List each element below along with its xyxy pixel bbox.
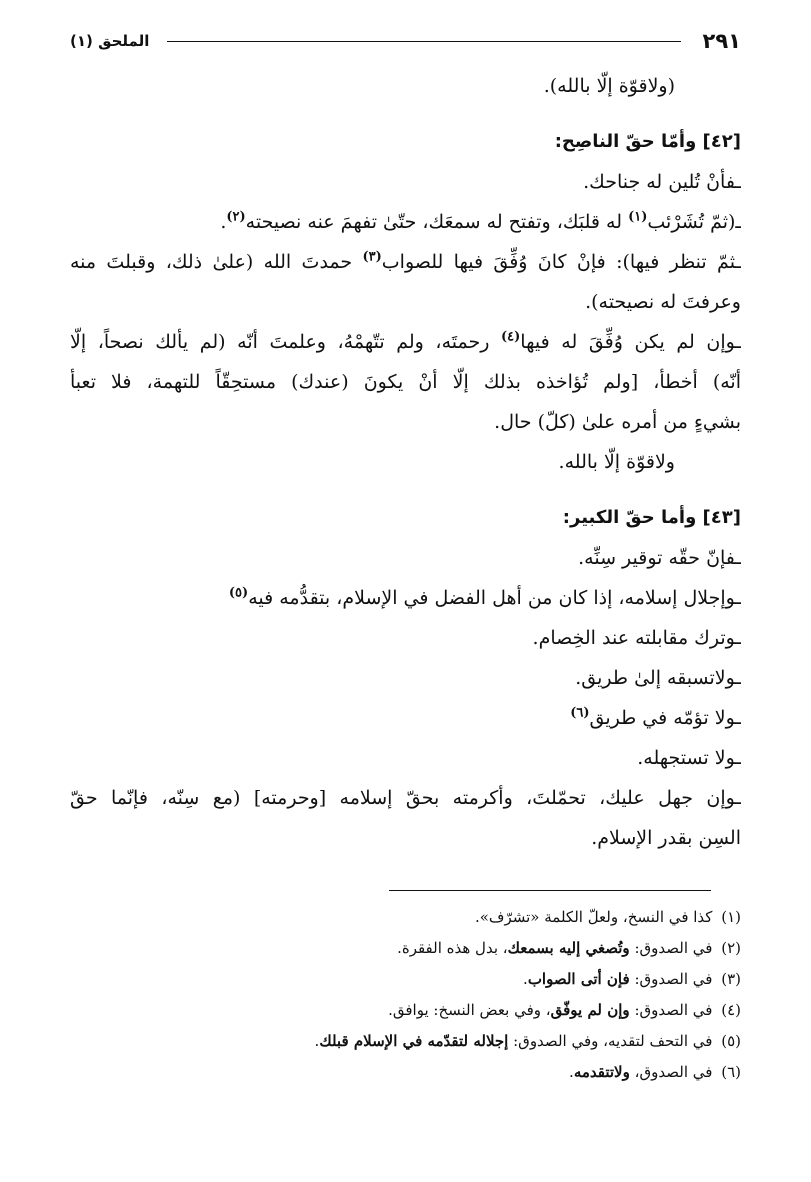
- footnote-text-after: ، بدل هذه الفقرة.: [397, 939, 508, 957]
- text-run: ـثمّ تنظر فيها): فإنْ كانَ وُفِّقَ فيها للصواب: [381, 251, 741, 273]
- text-run: رحمتَه، ولم تتّهمْهُ، وعلمتَ أنّه (لم يألك نصحاً، إلّا: [70, 331, 490, 353]
- text-line: ـوإن جهل عليك، تحمّلتَ، وأكرمته بحقّ إسلامه [وحرمته] (مع سِنّه، فإنّما حقّ: [70, 787, 741, 809]
- footnote-quote: وإن لم يوفّق: [550, 1001, 630, 1019]
- text-line: (ولاقوّة إلّا بالله).: [543, 75, 675, 97]
- text-line: السِن بقدر الإسلام.: [591, 827, 741, 849]
- text-line: بشيءٍ من أمره علىٰ (كلّ) حال.: [494, 411, 741, 433]
- section-gap: [70, 482, 741, 498]
- page-header: [70, 26, 741, 56]
- footnote-text: في الصدوق:: [634, 970, 713, 988]
- footnote-quote: وتُصغي إليه بسمعك: [507, 939, 630, 957]
- footnote-4: [70, 995, 741, 1026]
- text-run: ـوإن لم يكن وُفِّقَ له فيها: [520, 331, 741, 353]
- footnote-ref[interactable]: (١): [628, 209, 648, 225]
- text-line: أنّه) أخطأ، [ولم تُؤاخذه بذلك إلّا أنْ يكونَ (عندك) مستحِقّاً للتهمة، فلا تعبأ: [70, 371, 741, 393]
- section-gap: [70, 106, 741, 122]
- text-run: .: [220, 211, 227, 233]
- text-run: ـوإجلال إسلامه، إذا كان من أهل الفضل في الإسلام، بتقدُّمه فيه: [248, 587, 741, 609]
- text-line: [70, 322, 741, 362]
- text-line: [70, 698, 741, 738]
- text-line: ـوترك مقابلته عند الخِصام.: [532, 627, 741, 649]
- footnote-2: [70, 933, 741, 964]
- footnote-number: (٥): [721, 1032, 741, 1050]
- footnote-text-after: .: [314, 1032, 320, 1050]
- footnote-text-after: ، وفي بعض النسخ: يوافق.: [388, 1001, 551, 1019]
- footnote-1: [70, 902, 741, 933]
- footnote-ref[interactable]: (٥): [228, 585, 249, 601]
- footnotes: [70, 902, 741, 1088]
- footnote-number: (٣): [721, 970, 741, 988]
- header-rule: [167, 41, 680, 42]
- footnote-text: في الصدوق:: [634, 939, 713, 957]
- footnote-6: [70, 1057, 741, 1088]
- footnote-text: في الصدوق،: [634, 1063, 713, 1081]
- footnote-text-after: .: [523, 970, 528, 988]
- footnote-quote: ولاتتقدمه: [573, 1063, 630, 1081]
- text-line: وعرفتَ له نصيحته).: [585, 291, 741, 313]
- footnote-ref[interactable]: (٤): [501, 329, 521, 345]
- main-text: [70, 66, 741, 858]
- text-line: ولاقوّة إلّا بالله.: [558, 451, 675, 473]
- text-run: ـولا تؤمّه في طريق: [589, 707, 741, 729]
- footnote-text: في التحف لتقديه، وفي الصدوق:: [513, 1032, 713, 1050]
- text-run: حمدتَ الله (علىٰ ذلك، وقبلتَ منه: [70, 251, 353, 273]
- footnote-5: [70, 1026, 741, 1057]
- footnote-quote: فإن أتى الصواب: [527, 970, 630, 988]
- text-line: ـولاتسبقه إلىٰ طريق.: [575, 667, 741, 689]
- text-line: ـفأنْ تُلين له جناحك.: [583, 171, 741, 193]
- text-line: [70, 242, 741, 282]
- text-line: ـولا تستجهله.: [637, 747, 741, 769]
- footnote-number: (٤): [721, 1001, 741, 1019]
- text-run: له قلبَك، وتفتح له سمعَك، حتّىٰ تفهمَ عنه نصيحته: [245, 211, 623, 233]
- section-heading-43: [٤٣] وأما حقّ الكبير:: [562, 507, 741, 528]
- footnote-3: [70, 964, 741, 995]
- text-line: [70, 202, 741, 242]
- footnote-ref[interactable]: (٣): [362, 249, 382, 265]
- footnote-number: (٢): [721, 939, 741, 957]
- footnote-text-after: .: [569, 1063, 574, 1081]
- text-run: ـ(ثمّ تُشَرْئب: [647, 211, 741, 233]
- text-line: [70, 578, 741, 618]
- page-number: ٢٩١: [702, 29, 741, 53]
- footnote-ref[interactable]: (٦): [570, 705, 590, 721]
- footnote-ref[interactable]: (٢): [226, 209, 246, 225]
- footnote-number: (١): [721, 908, 741, 926]
- text-line: ـفإنّ حقّه توقير سِنِّه.: [578, 547, 741, 569]
- running-title: الملحق (١): [70, 32, 150, 50]
- section-heading-42: [٤٢] وأمّا حقّ الناصِح:: [554, 131, 741, 152]
- footnote-separator: [389, 890, 711, 891]
- footnote-text: في الصدوق:: [634, 1001, 713, 1019]
- footnote-text: كذا في النسخ، ولعلّ الكلمة «تشرّف».: [474, 908, 713, 926]
- footnote-number: (٦): [721, 1063, 741, 1081]
- footnote-quote: إجلاله لتقدّمه في الإسلام قبلك: [319, 1032, 509, 1050]
